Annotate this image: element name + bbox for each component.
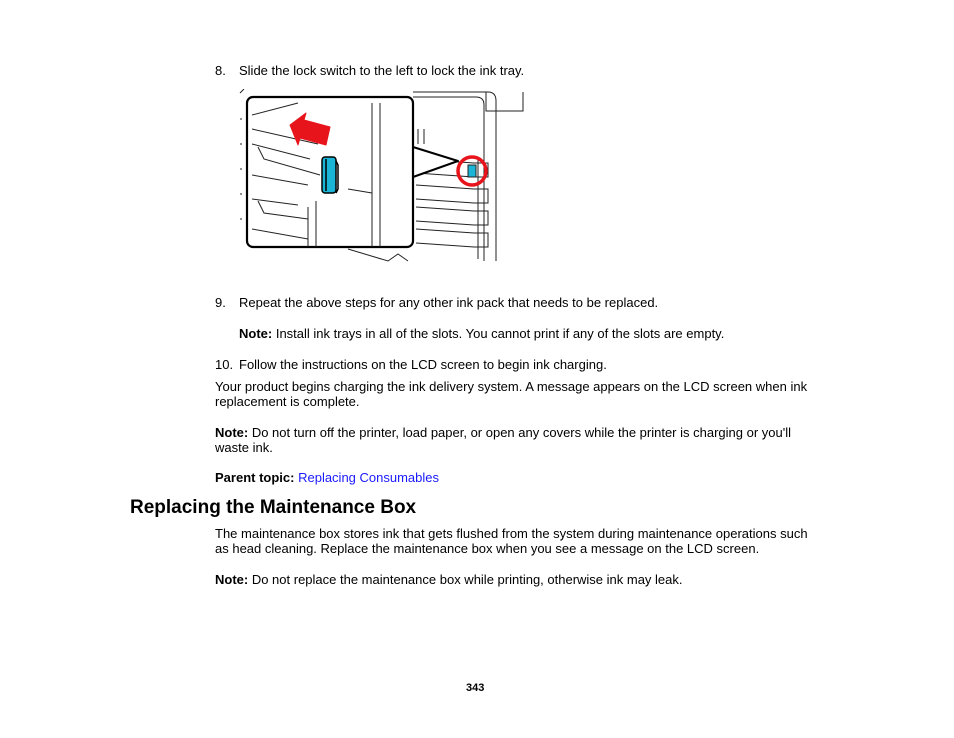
section-intro (215, 526, 808, 556)
section-intro-line-2: as head cleaning. Replace the maintenance box when you see a message on the LCD screen. (215, 541, 760, 556)
note-label: Note: (215, 425, 249, 440)
charging-note-line-2: waste ink. (215, 440, 273, 455)
section-intro-line-1: The maintenance box stores ink that gets flushed from the system during maintenance operations such (215, 526, 808, 541)
step-10 (215, 357, 607, 372)
replacing-consumables-link[interactable]: Replacing Consumables (298, 470, 440, 485)
note-text: Install ink trays in all of the slots. You cannot print if any of the slots are empty. (272, 326, 725, 341)
step-10-number: 10. (215, 357, 234, 372)
charging-paragraph (215, 379, 807, 409)
step-8 (215, 63, 524, 78)
step-9-note (239, 326, 724, 341)
step-8-text: Slide the lock switch to the left to lock the ink tray. (239, 63, 525, 78)
step-9-number: 9. (215, 295, 226, 310)
ink-tray-lock-switch-illustration (238, 89, 524, 263)
note-label: Note: (215, 572, 249, 587)
charging-note (215, 425, 791, 455)
charging-note-line-1: Do not turn off the printer, load paper, or open any covers while the printer is charging or you'll (248, 425, 791, 440)
maintenance-note (215, 572, 683, 587)
lock-switch-zoom (322, 157, 338, 193)
parent-topic (215, 470, 439, 485)
parent-topic-label: Parent topic: (215, 470, 295, 485)
step-9 (215, 295, 658, 310)
step-10-text: Follow the instructions on the LCD screen to begin ink charging. (239, 357, 607, 372)
charging-line-1: Your product begins charging the ink delivery system. A message appears on the LCD screen when ink (215, 379, 808, 394)
printer-lock-switch-drawing (238, 89, 524, 263)
note-label: Note: (239, 326, 273, 341)
section-heading: Replacing the Maintenance Box (130, 497, 417, 518)
step-9-text: Repeat the above steps for any other ink pack that needs to be replaced. (239, 295, 659, 310)
charging-line-2: replacement is complete. (215, 394, 360, 409)
maintenance-note-text: Do not replace the maintenance box while printing, otherwise ink may leak. (248, 572, 683, 587)
step-8-number: 8. (215, 63, 226, 78)
page-number: 343 (466, 682, 485, 694)
